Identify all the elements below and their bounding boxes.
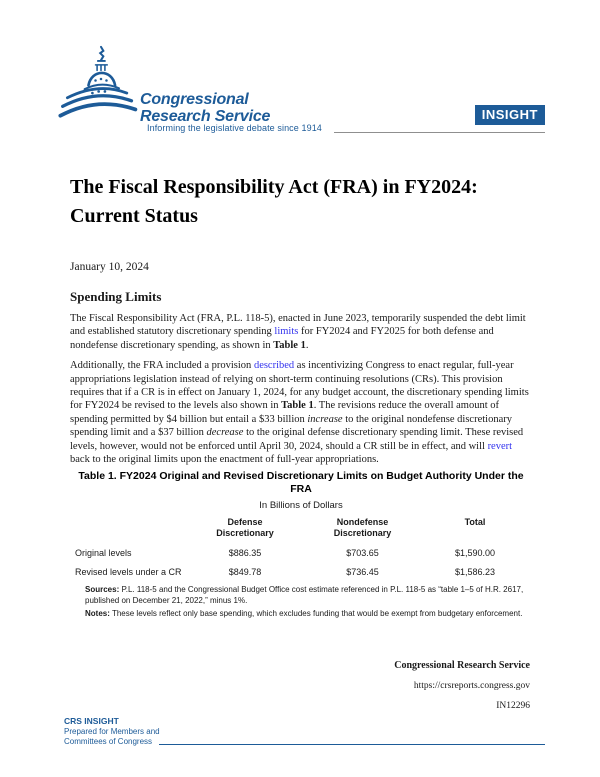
- crs-logo-wordmark: [140, 92, 270, 125]
- crs-insight-brand: CRS INSIGHT: [64, 716, 119, 726]
- logo-tagline: Informing the legislative debate since 1914: [147, 123, 322, 133]
- document-body: [70, 173, 532, 620]
- table-row-original: [70, 548, 530, 558]
- table-header-row: [70, 517, 530, 539]
- capitol-dome-icon: [58, 38, 144, 134]
- cell-nondefense: $703.65: [346, 548, 379, 559]
- prepared-line-1: Prepared for Members and: [64, 726, 160, 736]
- document-date: January 10, 2024: [70, 261, 149, 273]
- footer-rule: [159, 744, 545, 745]
- link-revert[interactable]: revert: [487, 440, 513, 452]
- cell-defense: $886.35: [228, 548, 262, 559]
- row-label: Revised levels under a CR: [75, 567, 182, 578]
- cell-nondefense: $736.45: [346, 567, 379, 578]
- body-text: Additionally, the FRA included a provision: [70, 360, 254, 372]
- table-sources: [85, 585, 533, 606]
- notes-text: These levels reflect only base spending, which excludes funding that would be exempt from budgetary enforcement.: [109, 609, 523, 619]
- italic-text: decrease: [206, 427, 244, 439]
- table-subtitle: In Billions of Dollars: [259, 500, 343, 512]
- logo-line2: Research Service: [140, 107, 271, 125]
- sources-text: P.L. 118-5 and the Congressional Budget Office cost estimate referenced in P.L. 118-5 as “table 1–5 of H.R. 2617, published on December 21, 2022,” minus 1%.: [85, 585, 524, 605]
- cell-defense: $849.78: [228, 567, 262, 578]
- column-header-rowlabel: [70, 517, 185, 539]
- footer-doc-id: IN12296: [496, 701, 530, 711]
- column-header-total: Total: [464, 517, 486, 528]
- link-described[interactable]: described: [253, 360, 295, 372]
- bold-text: Table 1: [281, 400, 314, 412]
- body-text: .: [305, 339, 309, 351]
- row-label: Original levels: [75, 548, 132, 559]
- body-text: as incentivizing Congress to enact regular, full-year appropriations legislation instead of relying on short-term continuing resolutions (CRs). This provision requires that if a CR is in effect on January 1, 2024, for any budget account, the discretionary spending limits for FY2024 be revised to the levels also shown in: [70, 360, 529, 412]
- prepared-line-2-row: [64, 737, 545, 748]
- link-limits[interactable]: limits: [274, 326, 299, 338]
- paragraph-1: [70, 312, 532, 352]
- prepared-line-2: Committees of Congress: [64, 737, 153, 746]
- document-footer: [394, 656, 530, 716]
- column-header-nondefense: Nondefense Discretionary: [333, 517, 392, 539]
- table-notes: [85, 609, 533, 620]
- footer-url-link[interactable]: https://crsreports.congress.gov: [413, 681, 530, 691]
- insight-badge: INSIGHT: [475, 105, 545, 125]
- table-row-revised: [70, 567, 530, 577]
- crs-insight-footer: [64, 716, 545, 748]
- header-rule: [334, 132, 545, 133]
- limits-table: [70, 470, 532, 620]
- cell-total: $1,586.23: [454, 567, 496, 578]
- bold-text: Table 1: [273, 339, 306, 351]
- footer-org-name: Congressional Research Service: [394, 660, 530, 671]
- body-text: The Fiscal Responsibility Act (FRA, P.L. 118-5), enacted in June 2023, temporarily suspended the debt limit and established statutory discretionary spending: [70, 313, 526, 338]
- paragraph-2: [70, 359, 532, 466]
- notes-label: Notes:: [85, 609, 110, 619]
- body-text: . The revisions reduce the overall amount of spending permitted by $4 billion but entail a $33 billion: [70, 400, 499, 425]
- logo-line1: Congressional: [140, 91, 249, 108]
- body-text: to the original nondefense discretionary spending limit and a $37 billion: [70, 413, 512, 439]
- body-text: for FY2024 and FY2025 for both defense and nondefense discretionary spending, as shown in: [70, 326, 494, 351]
- sources-label: Sources:: [85, 585, 120, 595]
- body-text: back to the original limits upon the enactment of full-year appropriations.: [70, 454, 379, 466]
- page-title: The Fiscal Responsibility Act (FRA) in FY2024: Current Status: [70, 176, 478, 227]
- section-heading: Spending Limits: [70, 289, 162, 304]
- table-title: Table 1. FY2024 Original and Revised Discretionary Limits on Budget Authority Under the FRA: [78, 470, 524, 496]
- italic-text: increase: [307, 413, 343, 425]
- body-text: to the original defense discretionary spending limit. These revised levels, however, would not be enforced until April 30, 2024, should a CR still be in effect, and will: [70, 427, 524, 452]
- cell-total: $1,590.00: [454, 548, 496, 559]
- column-header-defense: Defense Discretionary: [216, 517, 274, 539]
